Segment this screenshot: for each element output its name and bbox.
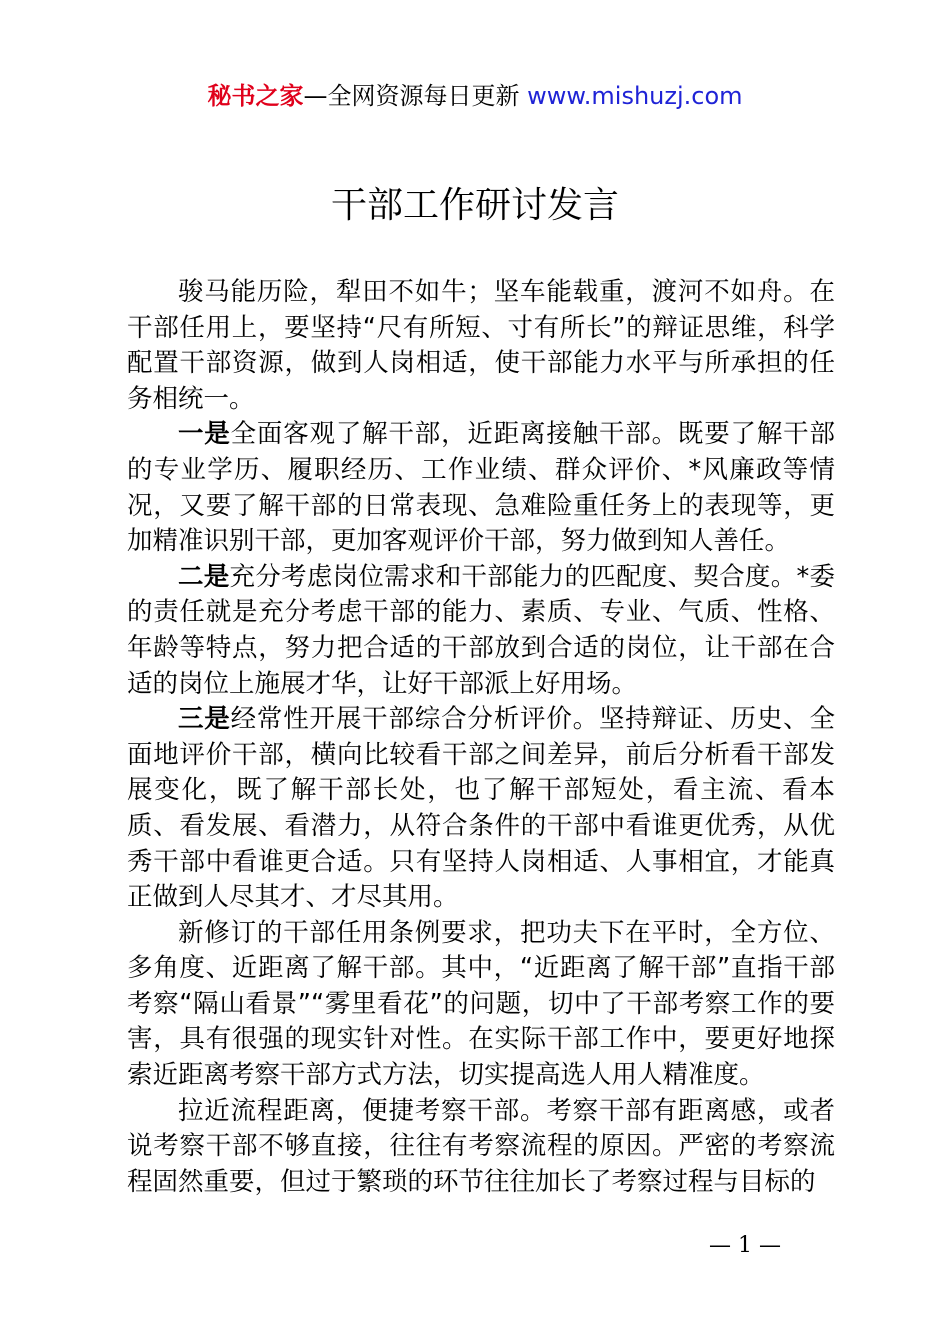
paragraph-text: 全面客观了解干部，近距离接触干部。既要了解干部的专业学历、履职经历、工作业绩、群众评价、*风廉政等情况，又要了解干部的日常表现、急难险重任务上的表现等，更加精准识别干部，更加客观评价干部，努力做到知人善任。 bbox=[127, 419, 835, 557]
site-brand: 秘书之家 bbox=[207, 82, 304, 110]
paragraph-text: 拉近流程距离，便捷考察干部。考察干部有距离感，或者说考察干部不够直接，往往有考察流程的原因。严密的考察流程固然重要，但过于繁琐的环节往往加长了考察过程与目标的 bbox=[127, 1095, 835, 1197]
paragraph-text: 新修订的干部任用条例要求，把功夫下在平时，全方位、多角度、近距离了解干部。其中，“近距离了解干部”直指干部考察“隔山看景”“雾里看花”的问题，切中了干部考察工作的要害，具有很强的现实针对性。在实际干部工作中，要更好地探索近距离考察干部方式方法，切实提高选人用人精准度。 bbox=[127, 917, 835, 1091]
paragraph bbox=[127, 916, 835, 1094]
paragraph bbox=[127, 702, 835, 916]
paragraph bbox=[127, 1094, 835, 1201]
paragraph bbox=[127, 417, 835, 559]
paragraph-lead: 三是 bbox=[178, 704, 231, 735]
paragraph-text: 经常性开展干部综合分析评价。坚持辩证、历史、全面地评价干部，横向比较看干部之间差异，前后分析看干部发展变化，既了解干部长处，也了解干部短处，看主流、看本质、看发展、看潜力，从符合条件的干部中看谁更优秀，从优秀干部中看谁更合适。只有坚持人岗相适、人事相宜，才能真正做到人尽其才、才尽其用。 bbox=[127, 704, 835, 913]
paragraph-lead: 一是 bbox=[178, 419, 231, 450]
paragraph-text: 骏马能历险，犁田不如牛；坚车能载重，渡河不如舟。在干部任用上，要坚持“尺有所短、寸有所长”的辩证思维，科学配置干部资源，做到人岗相适，使干部能力水平与所承担的任务相统一。 bbox=[127, 277, 835, 414]
paragraph-text: 充分考虑岗位需求和干部能力的匹配度、契合度。*委的责任就是充分考虑干部的能力、素质、专业、气质、性格、年龄等特点，努力把合适的干部放到合适的岗位，让干部在合适的岗位上施展才华，让好干部派上好用场。 bbox=[127, 561, 835, 699]
document-title: 干部工作研讨发言 bbox=[330, 185, 619, 226]
paragraph-lead: 二是 bbox=[178, 561, 230, 592]
document-body bbox=[127, 275, 835, 1200]
site-banner bbox=[0, 80, 950, 112]
site-url-link[interactable]: www.mishuzj.com bbox=[527, 82, 743, 110]
site-tagline: —全网资源每日更新 bbox=[303, 82, 520, 110]
page-number: — 1 — bbox=[709, 1233, 781, 1258]
paragraph bbox=[127, 275, 835, 417]
paragraph bbox=[127, 560, 835, 702]
